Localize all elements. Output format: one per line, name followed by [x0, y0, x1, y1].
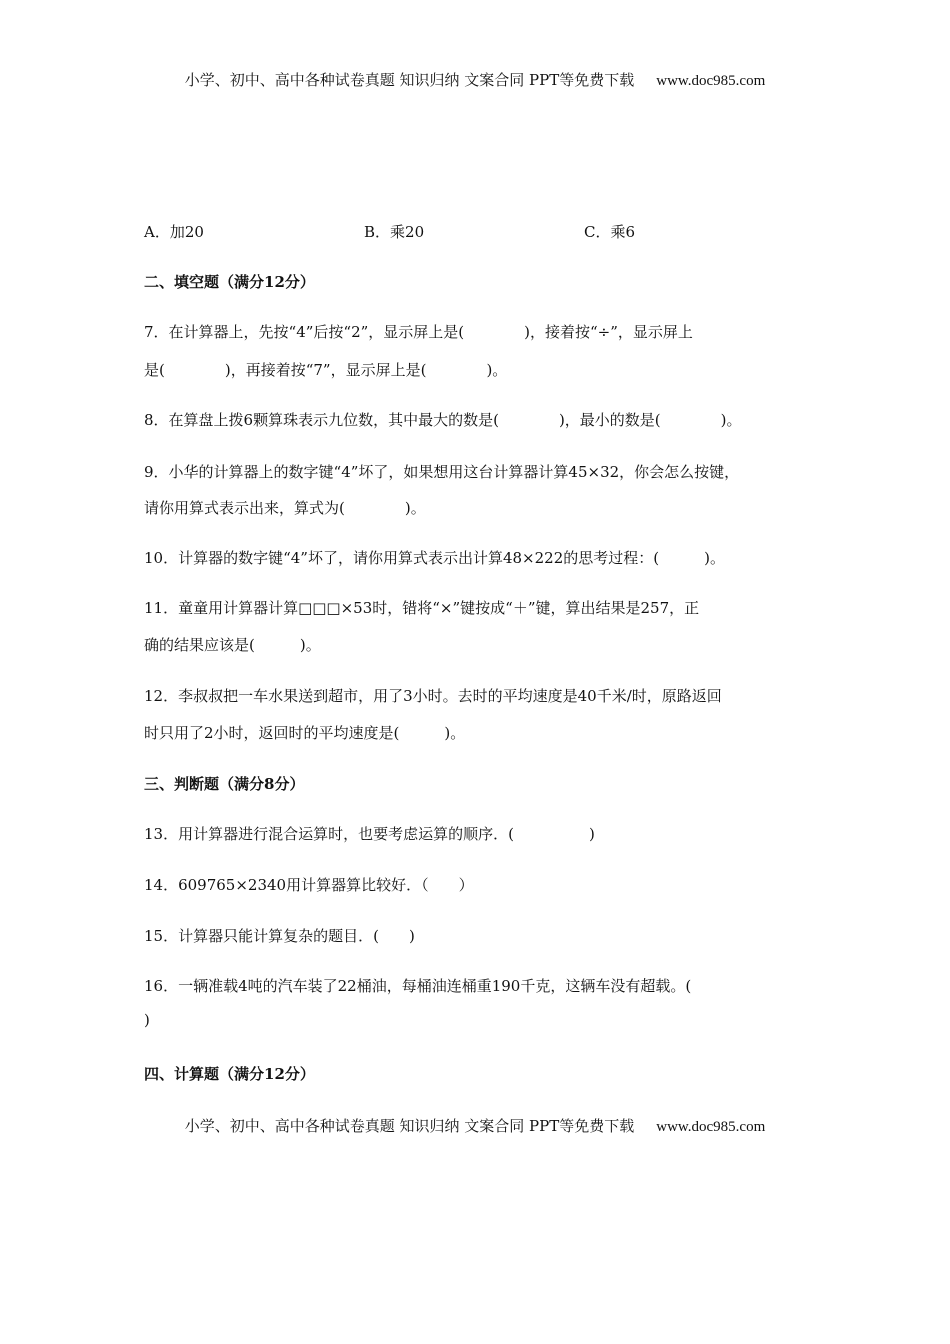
question-9-line-1: 9．小华的计算器上的数字键“4”坏了，如果想用这台计算器计算45×32，你会怎么按键， [144, 463, 740, 481]
header-text: 小学、初中、高中各种试卷真题 知识归纳 文案合同 PPT等免费下载 [184, 71, 635, 89]
question-7-line-2: 是( )，再接着按“7”，显示屏上是( )。 [144, 361, 508, 379]
question-14: 14．609765×2340用计算器算比较好．（ ） [144, 876, 474, 894]
question-9-line-2: 请你用算式表示出来，算式为( )。 [144, 499, 426, 517]
question-11-line-1: 11．童童用计算器计算□□□×53时，错将“×”键按成“＋”键，算出结果是257，正 [144, 599, 700, 617]
question-7-line-1: 7．在计算器上，先按“4”后按“2”，显示屏上是( )，接着按“÷”，显示屏上 [144, 323, 693, 341]
section-heading-calculation: 四、计算题（满分12分） [144, 1065, 315, 1083]
footer-text: 小学、初中、高中各种试卷真题 知识归纳 文案合同 PPT等免费下载 [184, 1117, 635, 1135]
section-heading-fill-blank: 二、填空题（满分12分） [144, 273, 315, 291]
question-13: 13．用计算器进行混合运算时，也要考虑运算的顺序．( ) [144, 825, 595, 843]
question-15: 15．计算器只能计算复杂的题目．( ) [144, 927, 415, 945]
question-8: 8．在算盘上拨6颗算珠表示九位数，其中最大的数是( )，最小的数是( )。 [144, 411, 742, 429]
section-heading-true-false: 三、判断题（满分8分） [144, 775, 305, 793]
option-b: B．乘20 [364, 223, 425, 241]
footer-site: www.doc985.com [656, 1119, 766, 1135]
option-a: A．加20 [144, 223, 204, 241]
question-10: 10．计算器的数字键“4”坏了，请你用算式表示出计算48×222的思考过程：( )。 [144, 549, 725, 567]
page-header [0, 69, 950, 90]
question-12-line-2: 时只用了2小时，返回时的平均速度是( )。 [144, 724, 466, 742]
option-c: C．乘6 [584, 223, 636, 241]
question-16-line-1: 16．一辆准载4吨的汽车装了22桶油，每桶油连桶重190千克，这辆车没有超载。( [144, 977, 692, 995]
page-footer [0, 1115, 950, 1136]
question-11-line-2: 确的结果应该是( )。 [144, 636, 321, 654]
question-16-line-2: ) [144, 1011, 150, 1029]
question-12-line-1: 12．李叔叔把一车水果送到超市，用了3小时。去时的平均速度是40千米/时，原路返回 [144, 687, 722, 705]
header-site: www.doc985.com [656, 73, 766, 89]
